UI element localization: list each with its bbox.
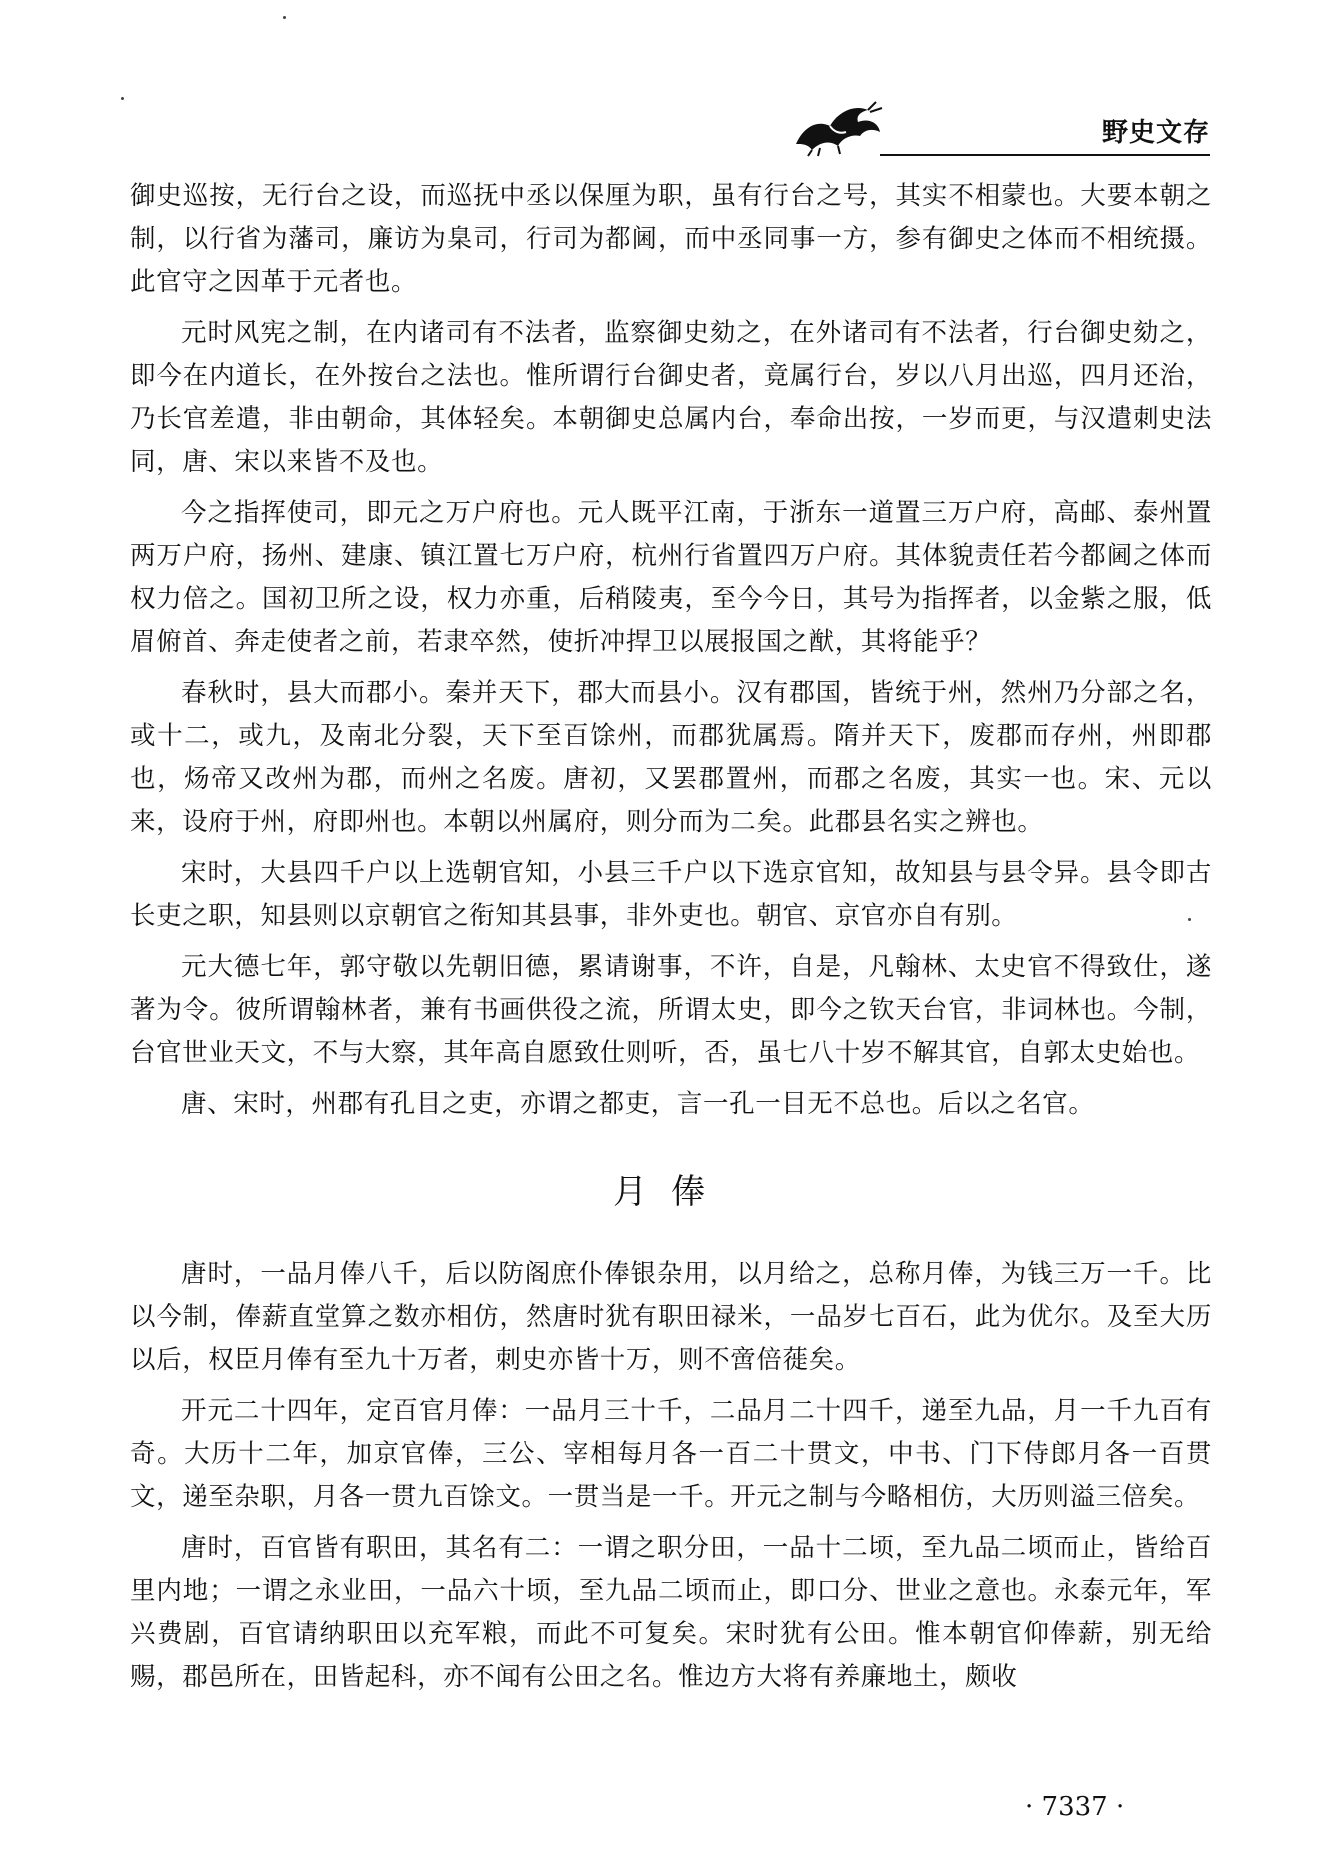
section-heading: 月俸 — [613, 1172, 729, 1212]
paragraph: 唐、宋时，州郡有孔目之吏，亦谓之都吏，言一孔一目无不总也。后以之名官。 — [181, 1089, 1095, 1119]
paragraph: 唐时，百官皆有职田，其名有二：一谓之职分田，一品十二顷，至九品二顷而止，皆给百里内地；一谓之永业田，一品六十顷，至九品二顷而止，即口分、世业之意也。永泰元年，军兴费剧，百官请纳职田以充军粮，而此不可复矣。宋时犹有公田。惟本朝官仰俸薪，别无给赐，郡邑所在，田皆起科，亦不闻有公田之名。惟边方大将有养廉地土，颇收 — [130, 1533, 1212, 1692]
main-text — [130, 175, 1212, 1707]
paragraph: 唐时，一品月俸八千，后以防阁庶仆俸银杂用，以月给之，总称月俸，为钱三万一千。比以今制，俸薪直堂算之数亦相仿，然唐时犹有职田禄米，一品岁七百石，此为优尔。及至大历以后，权臣月俸有至九十万者，刺史亦皆十万，则不啻倍蓰矣。 — [130, 1259, 1212, 1375]
paragraph: 元大德七年，郭守敬以先朝旧德，累请谢事，不许，自是，凡翰林、太史官不得致仕，遂著为令。彼所谓翰林者，兼有书画供役之流，所谓太史，即今之钦天台官，非词林也。今制，台官世业天文，不与大察，其年高自愿致仕则听，否，虽七八十岁不解其官，自郭太史始也。 — [130, 952, 1212, 1068]
scan-speck — [283, 16, 286, 19]
paragraph: 开元二十四年，定百官月俸：一品月三十千，二品月二十四千，递至九品，月一千九百有奇。大历十二年，加京官俸，三公、宰相每月各一百二十贯文，中书、门下侍郎月各一百贯文，递至杂职，月各一贯九百馀文。一贯当是一千。开元之制与今略相仿，大历则溢三倍矣。 — [130, 1396, 1212, 1512]
paragraph: 今之指挥使司，即元之万户府也。元人既平江南，于浙东一道置三万户府，高邮、泰州置两万户府，扬州、建康、镇江置七万户府，杭州行省置四万户府。其体貌责任若今都阃之体而权力倍之。国初卫所之设，权力亦重，后稍陵夷，至今今日，其号为指挥者，以金紫之服，低眉俯首、奔走使者之前，若隶卒然，使折冲捍卫以展报国之猷，其将能乎？ — [130, 498, 1212, 657]
scan-speck — [121, 97, 124, 100]
page-number: · 7337 · — [1025, 1792, 1125, 1822]
paragraph: 春秋时，县大而郡小。秦并天下，郡大而县小。汉有郡国，皆统于州，然州乃分部之名，或十二，或九，及南北分裂，天下至百馀州，而郡犹属焉。隋并天下，废郡而存州，州即郡也，炀帝又改州为郡，而州之名废。唐初，又罢郡置州，而郡之名废，其实一也。宋、元以来，设府于州，府即州也。本朝以州属府，则分而为二矣。此郡县名实之辨也。 — [130, 678, 1212, 837]
paragraph: 宋时，大县四千户以上选朝官知，小县三千户以下选京官知，故知县与县令异。县令即古长吏之职，知县则以京朝官之衔知其县事，非外吏也。朝官、京官亦自有别。 — [130, 858, 1212, 931]
paragraph: 元时风宪之制，在内诸司有不法者，监察御史劾之，在外诸司有不法者，行台御史劾之，即今在内道长，在外按台之法也。惟所谓行台御史者，竟属行台，岁以八月出巡，四月还治，乃长官差遣，非由朝命，其体轻矣。本朝御史总属内台，奉命出按，一岁而更，与汉遣刺史法同，唐、宋以来皆不及也。 — [130, 318, 1212, 477]
running-header — [790, 92, 1210, 158]
header-rule — [880, 154, 1210, 156]
dragon-logo-icon — [790, 92, 885, 158]
header-title: 野史文存 — [1101, 118, 1210, 148]
paragraph: 御史巡按，无行台之设，而巡抚中丞以保厘为职，虽有行台之号，其实不相蒙也。大要本朝之制，以行省为藩司，廉访为臬司，行司为都阃，而中丞同事一方，参有御史之体而不相统摄。此官守之因革于元者也。 — [130, 181, 1212, 297]
